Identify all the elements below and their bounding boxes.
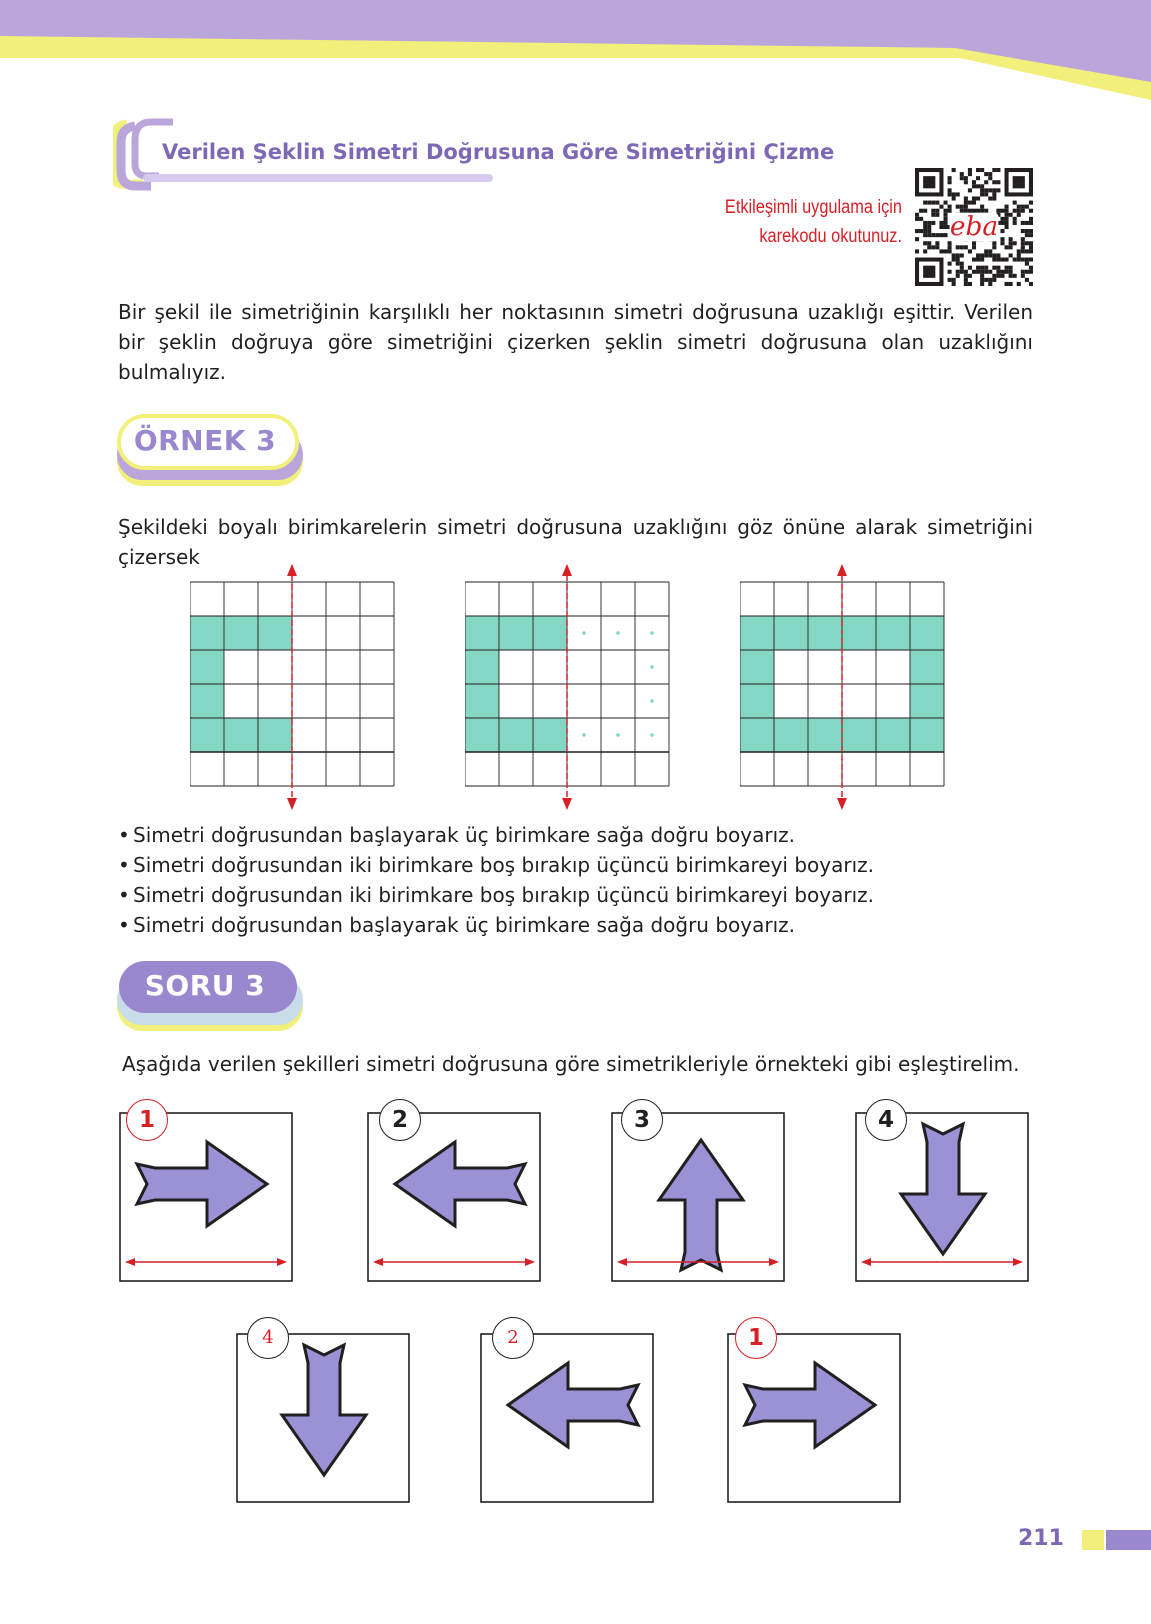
guide-dot (616, 733, 620, 737)
step-item: • Simetri doğrusundan başlayarak üç birimkare sağa doğru boyarız. (118, 820, 1038, 850)
qr-caption (677, 193, 902, 251)
axis-arrowhead (562, 798, 572, 810)
page-number: 211 (1018, 1526, 1064, 1551)
card-top-4[interactable] (855, 1107, 1035, 1296)
symmetry-grid-steps (465, 562, 680, 814)
question-text: Aşağıda verilen şekilleri simetri doğrusuna göre simetrikleriyle örnekteki gibi eşleştirelim. (122, 1052, 1020, 1076)
guide-dot (616, 631, 620, 635)
card-bottom-2[interactable] (480, 1327, 660, 1517)
card-top-1[interactable] (119, 1107, 299, 1296)
intro-paragraph: Bir şekil ile simetriğinin karşılıklı her noktasının simetri doğrusuna uzaklığı eşittir. Verilen bir şeklin doğruya göre simetriğini çizerken şeklin simetri doğrusuna olan uzaklığını bulmalıyız. (118, 300, 1033, 384)
card-number-badge: 1 (126, 1099, 168, 1141)
card-top-3[interactable] (611, 1107, 791, 1296)
filled-cell (740, 718, 774, 752)
filled-cell (258, 718, 292, 752)
axis-arrowhead (837, 798, 847, 810)
filled-cell (876, 616, 910, 650)
filled-cell (910, 684, 944, 718)
filled-cell (842, 718, 876, 752)
filled-cell (774, 718, 808, 752)
footer-bar (1082, 1530, 1151, 1550)
card-bottom-1[interactable] (236, 1327, 416, 1517)
filled-cell (774, 616, 808, 650)
card-number-badge: 2 (379, 1099, 421, 1141)
filled-cell (740, 616, 774, 650)
question-badge (115, 959, 305, 1035)
card-number-badge: 4 (247, 1317, 289, 1359)
qr-code[interactable] (915, 168, 1033, 286)
filled-cell (499, 718, 533, 752)
step-item: • Simetri doğrusundan iki birimkare boş bırakıp üçüncü birimkareyi boyarız. (118, 850, 1038, 880)
filled-cell (465, 616, 499, 650)
card-bottom-3[interactable] (727, 1325, 907, 1517)
card-number-badge: 2 (492, 1317, 534, 1359)
guide-dot (582, 631, 586, 635)
filled-cell (190, 616, 224, 650)
filled-cell (224, 718, 258, 752)
card-number-badge: 1 (735, 1317, 777, 1359)
filled-cell (190, 650, 224, 684)
filled-cell (808, 718, 842, 752)
filled-cell (258, 616, 292, 650)
axis-arrowhead (287, 564, 297, 576)
left-arrow-figure (480, 1333, 660, 1513)
axis-arrowhead (837, 564, 847, 576)
filled-cell (910, 650, 944, 684)
filled-cell (876, 718, 910, 752)
question-badge-label: SORU 3 (144, 969, 266, 1002)
filled-cell (533, 718, 567, 752)
filled-cell (224, 616, 258, 650)
filled-cell (842, 616, 876, 650)
card-number-badge: 3 (621, 1099, 663, 1141)
example-badge-label: ÖRNEK 3 (133, 424, 277, 457)
filled-cell (465, 684, 499, 718)
step-item: • Simetri doğrusundan iki birimkare boş bırakıp üçüncü birimkareyi boyarız. (118, 880, 1038, 910)
axis-arrowhead (287, 798, 297, 810)
section-title: Verilen Şeklin Simetri Doğrusuna Göre Simetriğini Çizme (162, 140, 835, 164)
filled-cell (533, 616, 567, 650)
guide-dot (650, 631, 654, 635)
right-arrow-figure (727, 1333, 907, 1513)
step-list (118, 820, 1038, 940)
guide-dot (650, 733, 654, 737)
filled-cell (808, 616, 842, 650)
eba-logo: eba (949, 211, 999, 243)
filled-cell (465, 650, 499, 684)
filled-cell (499, 616, 533, 650)
down-arrow-figure (236, 1333, 416, 1513)
filled-cell (190, 684, 224, 718)
example-badge (115, 414, 305, 490)
qr-caption-line2: karekodu okutunuz. (759, 226, 902, 247)
filled-cell (740, 684, 774, 718)
symmetry-grid-given (190, 562, 405, 814)
guide-dot (650, 699, 654, 703)
qr-caption-line1: Etkileşimli uygulama için (724, 197, 902, 218)
card-number-badge: 4 (865, 1099, 907, 1141)
filled-cell (910, 616, 944, 650)
axis-arrowhead (562, 564, 572, 576)
filled-cell (190, 718, 224, 752)
example-text: Şekildeki boyalı birimkarelerin simetri doğrusuna uzaklığını göz önüne alarak simetriğini çizersek (118, 515, 1033, 569)
guide-dot (650, 665, 654, 669)
filled-cell (740, 650, 774, 684)
filled-cell (465, 718, 499, 752)
step-item: • Simetri doğrusundan başlayarak üç birimkare sağa doğru boyarız. (118, 910, 1038, 940)
card-top-2[interactable] (367, 1107, 547, 1296)
guide-dot (582, 733, 586, 737)
symmetry-grid-result (740, 562, 955, 814)
filled-cell (910, 718, 944, 752)
